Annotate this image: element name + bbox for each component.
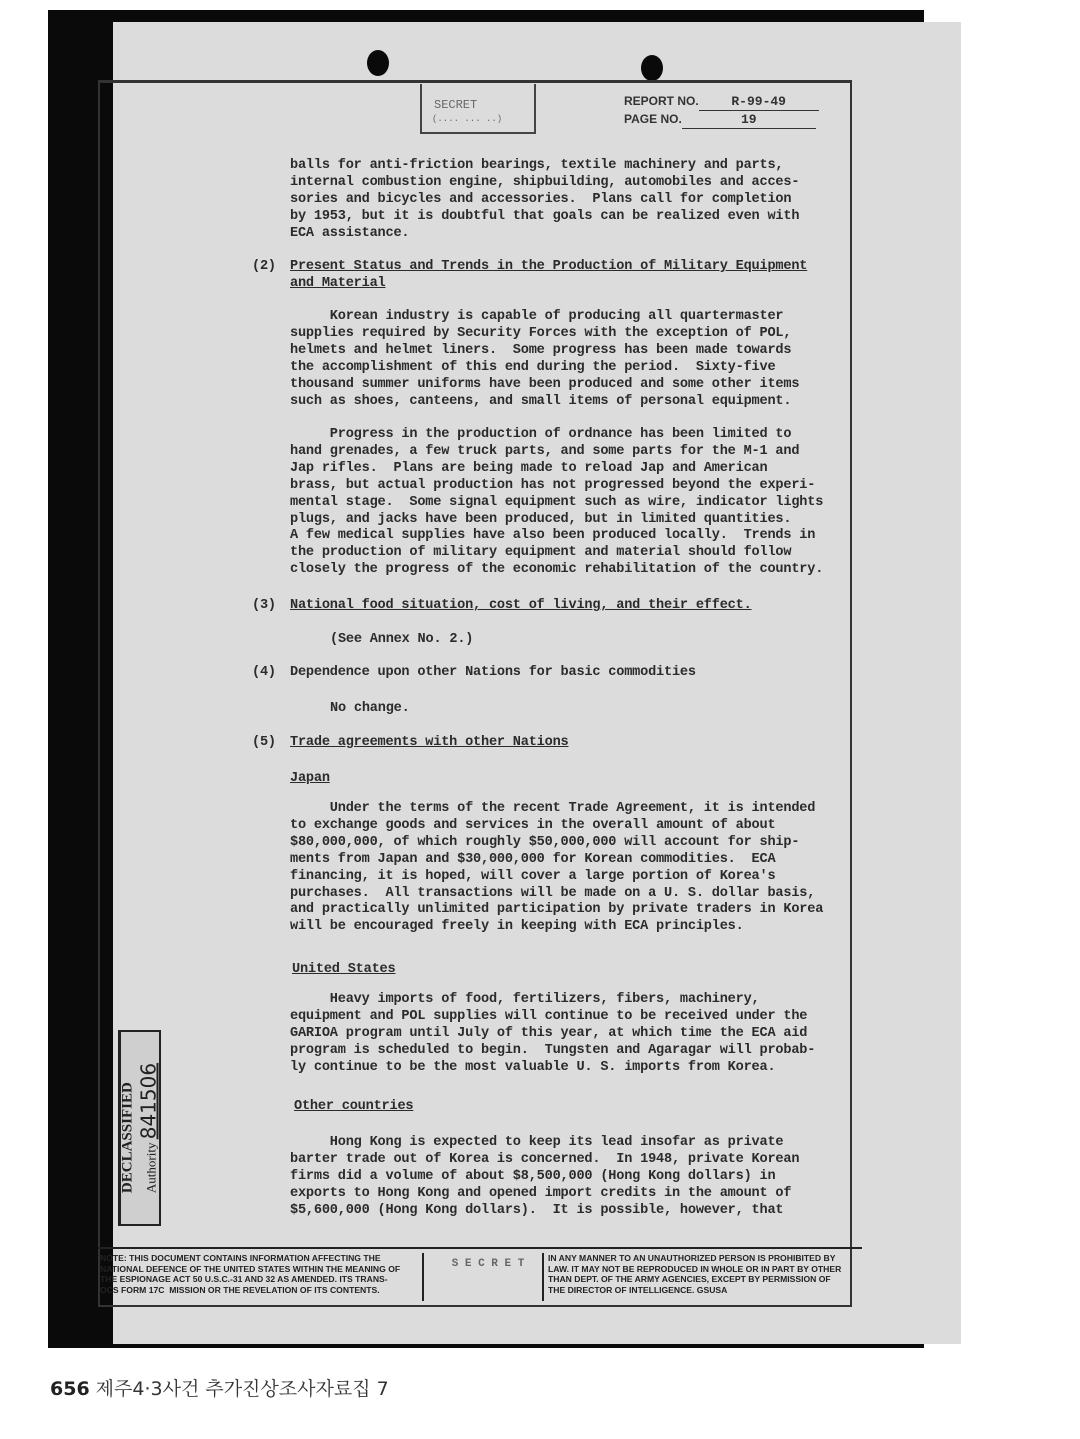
punch-hole (641, 55, 663, 81)
section-4-text: No change. (330, 701, 410, 716)
japan-heading: Japan (290, 771, 330, 786)
us-paragraph: Heavy imports of food, fertilizers, fibers, machinery, equipment and POL supplies will continue to be received under the GARIOA program until July of this year, at which time the ECA aid program is scheduled to begin. Tungsten and Agaragar will probab- ly continue to be the most valuable U. S. imports from Korea. (290, 992, 816, 1075)
section-2-number: (2) (252, 259, 276, 274)
authority-label: Authority (143, 1142, 159, 1194)
declassified-label: DECLASSIFIED (119, 1082, 136, 1194)
report-no-label: REPORT NO. (624, 94, 699, 108)
section-5-number: (5) (252, 735, 276, 750)
report-info (624, 93, 819, 129)
classification-box (420, 84, 536, 134)
section-5-title: Trade agreements with other Nations (290, 735, 569, 750)
section-2-paragraph-1: Korean industry is capable of producing all quartermaster supplies required by Security Forces with the exception of POL, helmets and helmet liners. Some progress has been made towards the accomplishment of this end during the period. Sixty-five thousand summer uniforms have been produced and some other items such as shoes, canteens, and small items of personal equipment. (290, 309, 800, 409)
book-title: 제주4·3사건 추가진상조사자료집 7 (95, 1378, 389, 1400)
section-4-title: Dependence upon other Nations for basic commodities (290, 665, 696, 680)
punch-hole (367, 50, 389, 76)
us-heading: United States (292, 962, 396, 977)
report-no: R-99-49 (699, 93, 819, 111)
intro-paragraph: balls for anti-friction bearings, textile machinery and parts, internal combustion engine, shipbuilding, automobiles and acces- sories and bicycles and accessories. Plans call for completion by 1953, but it is doubtful that goals can be realized even with ECA assistance. (290, 158, 800, 241)
classification-label: SECRET (434, 98, 478, 112)
document-footer (98, 1247, 862, 1304)
espionage-note: NOTE: THIS DOCUMENT CONTAINS INFORMATION AFFECTING THE NATIONAL DEFENCE OF THE UNITED STATES WITHIN THE MEANING OF THE ESPIONAGE ACT 50 U.S.C.-31 AND 32 AS AMENDED. ITS TRANS- OCS FORM 17C MISSION OR THE REVELATION OF ITS CONTENTS. (100, 1253, 424, 1301)
section-2-title: Present Status and Trends in the Production of Military Equipment and Material (290, 259, 808, 291)
reproduction-warning: IN ANY MANNER TO AN UNAUTHORIZED PERSON IS PROHIBITED BY LAW. IT MAY NOT BE REPRODUCED IN WHOLE OR IN PART BY OTHER THAN DEPT. OF THE ARMY AGENCIES, EXCEPT BY PERMISSION OF THE DIRECTOR OF INTELLIGENCE. GSUSA (542, 1253, 841, 1301)
japan-paragraph: Under the terms of the recent Trade Agreement, it is intended to exchange goods and services in the overall amount of about $80,000,000, of which roughly $50,000,000 will account for ship- ments from Japan and $30,000,000 for Korean commodities. ECA financing, it is hoped, will cover a large portion of Korea's purchases. All transactions will be made on a U. S. dollar basis, and practically unlimited participation by private traders in Korea will be encouraged freely in keeping with ECA principles. (290, 801, 824, 935)
section-2-paragraph-2: Progress in the production of ordnance has been limited to hand grenades, a few truck parts, and some parts for the M-1 and Jap rifles. Plans are being made to reload Jap and American brass, but actual production has not progressed beyond the experi- mental stage. Some signal equipment such as wire, indicator lights plugs, and jacks have been produced, but in limited quantities. A few medical supplies have also been produced locally. Trends in the production of military equipment and material should follow closely the progress of the economic rehabilitation of the country. (290, 427, 824, 578)
section-3-title: National food situation, cost of living, and their effect. (290, 598, 752, 613)
section-3-number: (3) (252, 598, 276, 613)
page-no: 19 (682, 111, 816, 129)
section-3-text: (See Annex No. 2.) (330, 632, 474, 647)
book-page-footer (50, 1374, 389, 1401)
other-countries-heading: Other countries (294, 1099, 414, 1114)
footer-classification: S E C R E T (451, 1258, 525, 1270)
other-countries-paragraph: Hong Kong is expected to keep its lead insofar as private barter trade out of Korea is concerned. In 1948, private Korean firms did a volume of about $8,500,000 (Hong Kong dollars) in exports to Hong Kong and opened import credits in the amount of $5,600,000 (Hong Kong dollars). It is possible, however, that (290, 1135, 800, 1218)
page-no-label: PAGE NO. (624, 112, 682, 126)
authority-number: 841506 (136, 1062, 161, 1140)
classification-sub: (.... ... ..) (432, 114, 503, 124)
declassified-stamp (118, 1030, 161, 1226)
page-number: 656 (50, 1378, 90, 1400)
section-4-number: (4) (252, 665, 276, 680)
